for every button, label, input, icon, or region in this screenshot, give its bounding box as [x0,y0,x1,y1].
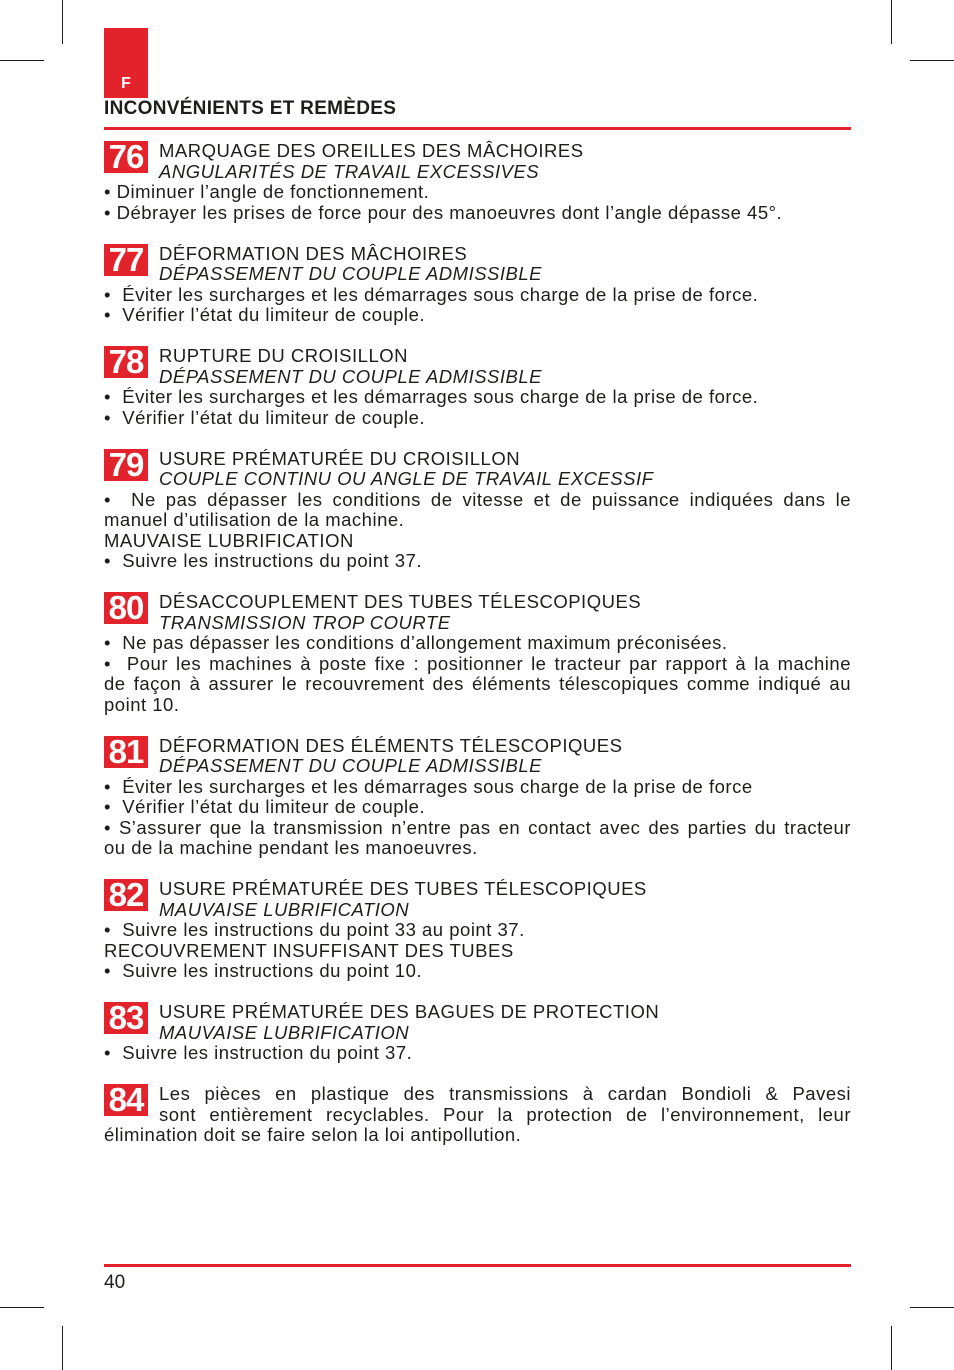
section-79 [104,445,851,572]
section-76 [104,138,851,223]
cause-text: COUPLE CONTINU OU ANGLE DE TRAVAIL EXCESSIF [159,468,654,489]
remedy-bullet: • Éviter les surcharges et les démarrages sous charge de la prise de force. [104,283,759,305]
paragraph-line: • Pour les machines à poste fixe : positionner le tracteur par rapport à la machine [104,652,851,674]
section-title: DÉFORMATION DES MÂCHOIRES [159,242,468,264]
remedy-paragraph [104,490,851,531]
section-77 [104,240,851,326]
cause-text: TRANSMISSION TROP COURTE [159,611,451,633]
remedy-paragraph [104,654,851,716]
section-number-badge: 84 [104,1084,148,1116]
paragraph-line: • Ne pas dépasser les conditions de vitesse et de puissance indiquées dans le [104,488,851,510]
remedy-paragraph [104,1084,851,1146]
cause-text: MAUVAISE LUBRIFICATION [159,1021,410,1043]
section-title: RUPTURE DU CROISILLON [159,345,408,366]
section-80 [104,589,851,715]
remedy-bullet: • Vérifier l’état du limiteur de couple. [104,406,426,428]
remedy-paragraph [104,818,851,859]
section-number-badge: 76 [104,141,148,173]
remedy-bullet: • Éviter les surcharges et les démarrages sous charge de la prise de force [104,775,753,797]
section-number-badge: 77 [104,244,148,276]
language-tab-letter: F [121,75,131,92]
section-83 [104,999,851,1064]
cause-text: ANGULARITÉS DE TRAVAIL EXCESSIVES [159,160,540,182]
paragraph-line: de façon à assurer le recouvrement des éléments télescopiques comme indiqué au [104,673,851,694]
page-heading: INCONVÉNIENTS ET REMÈDES [104,98,397,119]
crop-mark-top-left-horizontal [0,60,44,61]
section-number-badge: 78 [104,346,148,378]
section-84 [104,1081,851,1146]
section-number-badge: 81 [104,736,148,768]
remedy-bullet: • Vérifier l’état du limiteur de couple. [104,304,426,325]
remedy-bullet: • Diminuer l’angle de fonctionnement. [104,181,430,202]
paragraph-line: Les pièces en plastique des transmissions à cardan Bondioli & Pavesi [159,1083,851,1104]
cause-text: DÉPASSEMENT DU COUPLE ADMISSIBLE [159,263,543,284]
cause-subheading: MAUVAISE LUBRIFICATION [104,529,354,551]
bottom-rule [104,1264,851,1267]
crop-mark-top-left-vertical [62,0,63,44]
cause-text: DÉPASSEMENT DU COUPLE ADMISSIBLE [159,365,543,387]
section-title: USURE PRÉMATURÉE DES TUBES TÉLESCOPIQUES [159,878,647,899]
remedy-bullet: • Suivre les instructions du point 37. [104,550,423,571]
paragraph-line: • S’assurer que la transmission n’entre pas en contact avec des parties du tracteur [104,816,851,838]
remedy-bullet: • Ne pas dépasser les conditions d’allongement maximum préconisées. [104,632,728,653]
section-number-badge: 79 [104,449,148,481]
section-title: MARQUAGE DES OREILLES DES MÂCHOIRES [159,140,584,161]
section-title: USURE PRÉMATURÉE DU CROISILLON [159,447,521,469]
section-78 [104,343,851,428]
crop-mark-bottom-left-vertical [62,1326,63,1370]
section-number-badge: 80 [104,592,148,624]
section-title: DÉSACCOUPLEMENT DES TUBES TÉLESCOPIQUES [159,591,642,612]
remedy-bullet: • Suivre les instructions du point 33 au point 37. [104,919,525,940]
sections-container [104,138,851,1166]
paragraph-line: point 10. [104,693,180,715]
cause-text: DÉPASSEMENT DU COUPLE ADMISSIBLE [159,755,543,776]
remedy-bullet: • Éviter les surcharges et les démarrages sous charge de la prise de force. [104,386,759,407]
remedy-bullet: • Suivre les instructions du point 10. [104,960,423,981]
cause-text: MAUVAISE LUBRIFICATION [159,898,410,920]
page-number: 40 [104,1272,126,1293]
remedy-bullet: • Vérifier l’état du limiteur de couple. [104,796,426,817]
paragraph-line: ou de la machine pendant les manoeuvres. [104,837,478,858]
paragraph-line: manuel d’utilisation de la machine. [104,509,405,530]
crop-mark-bottom-right-horizontal [910,1307,954,1308]
crop-mark-top-right-vertical [891,0,892,44]
section-title: USURE PRÉMATURÉE DES BAGUES DE PROTECTION [159,1001,660,1022]
section-number-badge: 83 [104,1002,148,1034]
crop-mark-top-right-horizontal [910,60,954,61]
remedy-bullet: • Débrayer les prises de force pour des manoeuvres dont l’angle dépasse 45°. [104,201,783,223]
section-title: DÉFORMATION DES ÉLÉMENTS TÉLESCOPIQUES [159,734,623,756]
section-82 [104,876,851,982]
remedy-bullet: • Suivre les instruction du point 37. [104,1042,413,1063]
paragraph-line: élimination doit se faire selon la loi antipollution. [104,1124,522,1145]
crop-mark-bottom-left-horizontal [0,1307,44,1308]
crop-mark-bottom-right-vertical [891,1326,892,1370]
section-81 [104,732,851,859]
cause-subheading: RECOUVREMENT INSUFFISANT DES TUBES [104,939,514,961]
language-tab [104,28,148,98]
section-number-badge: 82 [104,879,148,911]
top-rule [104,127,851,130]
paragraph-line: sont entièrement recyclables. Pour la protection de l’environnement, leur [159,1103,851,1125]
